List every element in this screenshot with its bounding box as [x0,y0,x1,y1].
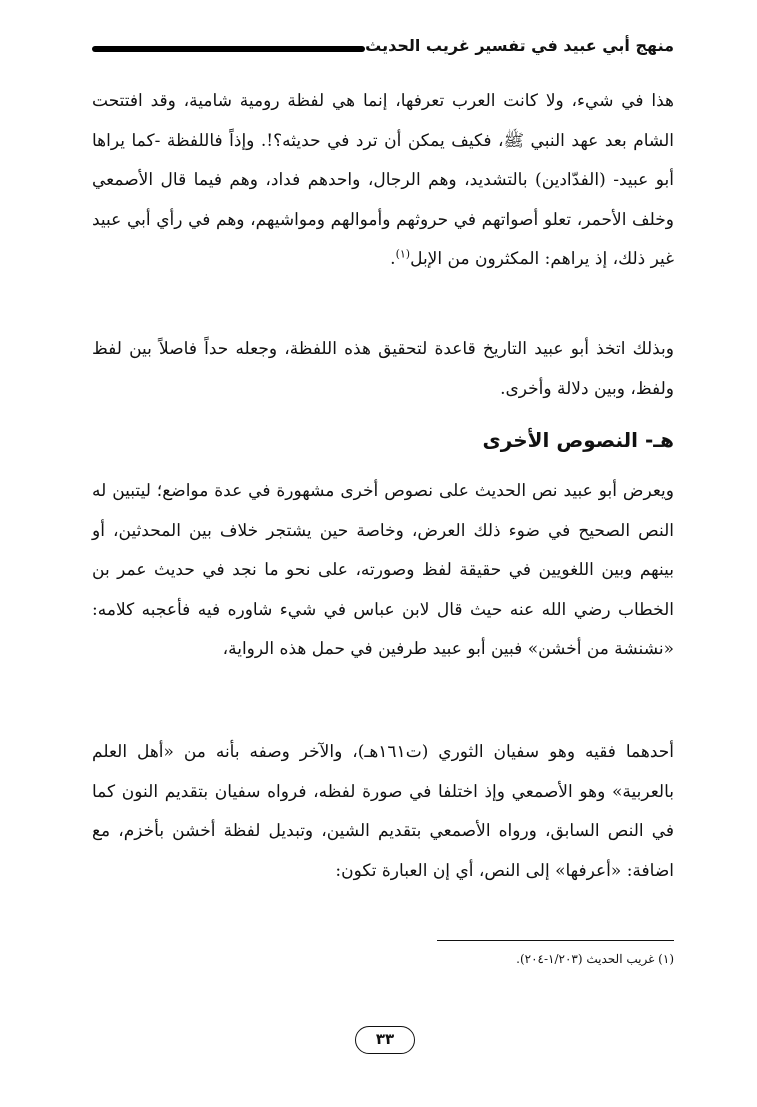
paragraph-2-text: وبذلك اتخذ أبو عبيد التاريخ قاعدة لتحقيق هذه اللفظة، وجعله حداً فاصلاً بين لفظ ولفظ، وبين دلالة وأخرى. [92,339,674,399]
header-rule [92,46,365,52]
footnote: (١) غريب الحديث (١/٢٠٣-٢٠٤). [516,952,674,966]
running-header [92,30,674,74]
paragraph-3 [92,472,674,670]
paragraph-4-text: أحدهما فقيه وهو سفيان الثوري (ت١٦١هـ)، والآخر وصفه بأنه من «أهل العلم بالعربية» وهو الأصمعي وإذ اختلفا في صورة لفظه، فرواه سفيان بتقديم النون كما في النص السابق، ورواه الأصمعي بتقديم الشين، وتبديل لفظة أخشن بأخزم، مع اضافة: «أعرفها» إلى النص، أي إن العبارة تكون: [92,742,674,881]
paragraph-1-text: هذا في شيء، ولا كانت العرب تعرفها، إنما هي لفظة رومية شامية، وقد افتتحت الشام بعد عهد النبي ﷺ، فكيف يمكن أن ترد في حديثه؟!. وإذاً فاللفظة -كما يراها أبو عبيد- (الفدّادين) بالتشديد، وهم الرجال، واحدهم فداد، وهم فيما قال الأصمعي وخلف الأحمر، تعلو أصواتهم في حروثهم وأموالهم ومواشيهم، وهم في رأي أبي عبيد غير ذلك، إذ يراهم: المكثرون من الإبل [92,91,674,269]
paragraph-3-text: ويعرض أبو عبيد نص الحديث على نصوص أخرى مشهورة في عدة مواضع؛ ليتبين له النص الصحيح في ضوء ذلك العرض، وخاصة حين يشتجر خلاف بين المحدثين، أو بينهم وبين اللغويين في حقيقة لفظ وصورته، على نحو ما نجد في حديث عمر بن الخطاب رضي الله عنه حيث قال لابن عباس في شيء شاوره فيه فأعجبه كلامه: «نشنشة من أخشن» فبين أبو عبيد طرفين في حمل هذه الرواية، [92,481,674,659]
paragraph-4 [92,733,674,891]
paragraph-text [92,82,674,280]
paragraph-2 [92,330,674,409]
running-header-title: منهج أبي عبيد في تفسير غريب الحديث [365,36,674,55]
footnote-divider [437,940,674,941]
footnote-reference: (١) [395,247,411,261]
paragraph-1-end: . [390,249,396,269]
paragraph-1 [92,82,674,280]
section-heading: هـ- النصوص الأخرى [482,428,674,452]
page-number: ٣٣ [355,1026,415,1054]
